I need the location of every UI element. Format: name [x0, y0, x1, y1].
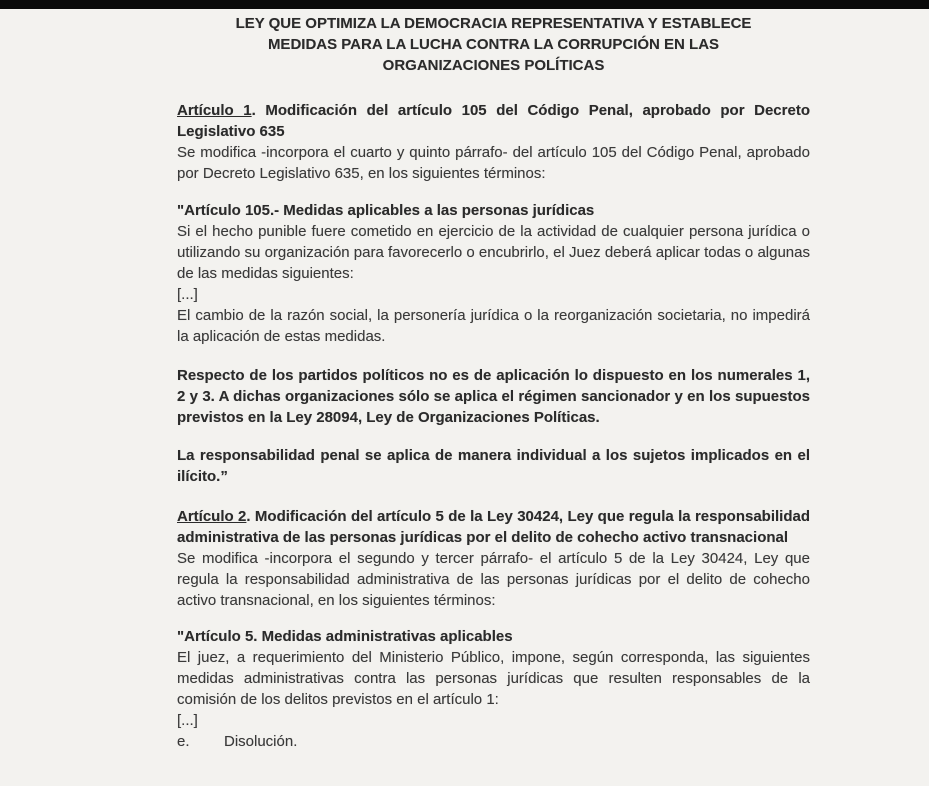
article-105-heading: "Artículo 105.- Medidas aplicables a las personas jurídicas — [177, 202, 595, 219]
article-1-intro: Se modifica -incorpora el cuarto y quinto párrafo- del artículo 105 del Código Penal, aprobado por Decreto Legislativo 635, en los siguientes términos: — [177, 144, 810, 182]
article-105-paragraph-2: El cambio de la razón social, la personería jurídica o la reorganización societaria, no impedirá la aplicación de estas medidas. — [177, 307, 810, 345]
article-2-heading-lead: Artículo 2 — [177, 508, 247, 525]
article-105-paragraph-4: La responsabilidad penal se aplica de manera individual a los sujetos implicados en el ilícito.” — [177, 447, 810, 485]
article-1-heading-lead: Artículo 1 — [177, 102, 252, 119]
article-5-paragraph-1: El juez, a requerimiento del Ministerio Público, impone, según corresponda, las siguientes medidas administrativas contra las personas jurídicas que resulten responsables de la comisión de los delitos previstos en el artículo 1: — [177, 649, 810, 708]
article-1-heading — [177, 100, 810, 142]
document-title — [177, 13, 810, 76]
title-line-3: ORGANIZACIONES POLÍTICAS — [382, 57, 605, 74]
article-2-heading-rest: . Modificación del artículo 5 de la Ley 30424, Ley que regula la responsabilidad administrativa de las personas jurídicas por el delito de cohecho activo transnacional — [177, 508, 811, 546]
article-2-heading — [177, 506, 810, 548]
article-5-item-e-text: Disolución. — [224, 733, 298, 750]
article-105-paragraph-1: Si el hecho punible fuere cometido en ejercicio de la actividad de cualquier persona jurídica o utilizando su organización para favorecerlo o encubrirlo, el Juez deberá aplicar todas o algunas de las medidas siguientes: — [177, 223, 810, 282]
article-105-ellipsis: [...] — [177, 286, 198, 303]
article-105-paragraph-3: Respecto de los partidos políticos no es de aplicación lo dispuesto en los numerales 1, 2 y 3. A dichas organizaciones sólo se aplica el régimen sancionador y en los supuestos previstos en la Ley 28094, Ley de Organizaciones Políticas. — [177, 367, 810, 426]
article-5-item-e — [177, 731, 810, 752]
article-1-heading-rest: . Modificación del artículo 105 del Código Penal, aprobado por Decreto Legislativo 635 — [177, 102, 810, 140]
title-line-1: LEY QUE OPTIMIZA LA DEMOCRACIA REPRESENTATIVA Y ESTABLECE — [235, 15, 752, 32]
title-line-2: MEDIDAS PARA LA LUCHA CONTRA LA CORRUPCIÓN EN LAS — [267, 36, 720, 53]
article-2-intro: Se modifica -incorpora el segundo y tercer párrafo- el artículo 5 de la Ley 30424, Ley que regula la responsabilidad administrativa de las personas jurídicas por el delito de cohecho activo transnacional, en los siguientes términos: — [177, 550, 810, 609]
document-page — [177, 0, 810, 752]
article-5-heading: "Artículo 5. Medidas administrativas aplicables — [177, 628, 513, 645]
article-5-item-e-label: e. — [177, 733, 190, 750]
article-5-ellipsis: [...] — [177, 712, 198, 729]
